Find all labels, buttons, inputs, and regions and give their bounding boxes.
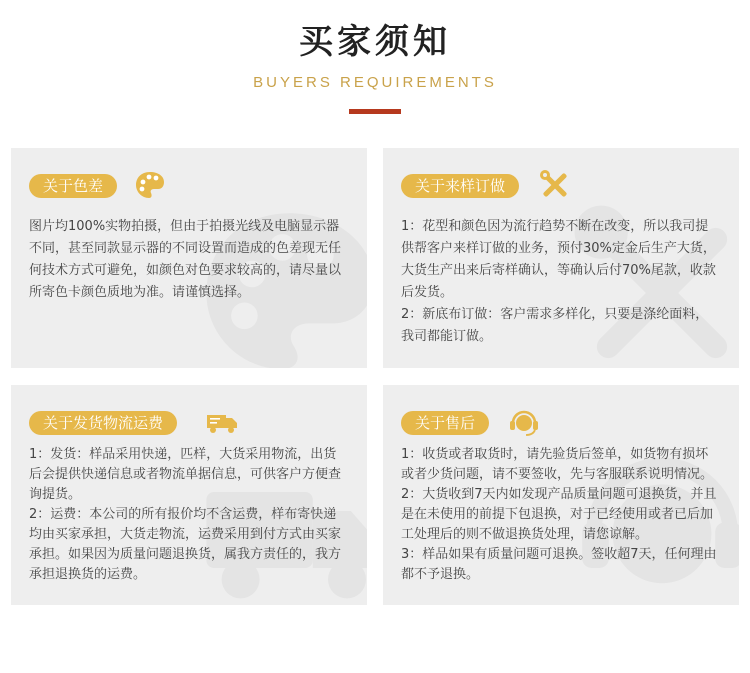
card-text: 1：花型和颜色因为流行趋势不断在改变，所以我司提供帮客户来样订做的业务，预付30%定金后生产大货，大货生产出来后寄样确认，等确认后付70%尾款，收款后发货。 [401, 219, 716, 300]
card-text: 1：发货：样品采用快递，匹样，大货采用物流，出货后会提供快递信息或者物流单据信息，可供客户方便查询提货。 [29, 447, 342, 502]
card-body [29, 445, 349, 585]
card-text: 2：新底布订做：客户需求多样化，只要是涤纶面料，我司都能订做。 [401, 307, 709, 344]
badge-after-sales: 关于售后 [401, 411, 489, 435]
truck-icon [205, 405, 239, 439]
card-shipping [11, 385, 367, 605]
card-body [29, 216, 349, 304]
badge-custom-order: 关于来样订做 [401, 174, 519, 198]
card-body [401, 216, 721, 348]
card-text: 2：大货收到7天内如发现产品质量问题可退换货，并且是在未使用的前提下包退换，对于已经使用或者已后加工处理后的则不做退换货处理，请您谅解。 [401, 487, 717, 542]
card-text: 2：运费：本公司的所有报价均不含运费，样布寄快递均由买家承担，大货走物流，运费采用到付方式由买家承担。如果因为质量问题退换货，属我方责任的，我方承担退换货的运费。 [29, 507, 342, 582]
card-after-sales [383, 385, 739, 605]
card-text: 3：样品如果有质量问题可退换。签收超7天，任何理由都不予退换。 [401, 547, 717, 582]
card-text: 图片均100%实物拍摄，但由于拍摄光线及电脑显示器不同，甚至同款显示器的不同设置而造成的色差现无任何技术方式可避免，如颜色对色要求较高的，请尽量以所寄色卡颜色质地为准。请谨慎选择。 [29, 219, 342, 300]
palette-icon [133, 168, 167, 202]
title-underline [349, 109, 401, 114]
card-custom-order [383, 148, 739, 368]
page-subtitle: BUYERS REQUIREMENTS [253, 74, 497, 91]
card-body [401, 445, 721, 585]
badge-color-difference: 关于色差 [29, 174, 117, 198]
headset-icon [507, 405, 541, 439]
badge-shipping: 关于发货物流运费 [29, 411, 177, 435]
page-title: 买家须知 [299, 22, 451, 62]
tools-icon [538, 168, 572, 202]
card-text: 1：收货或者取货时，请先验货后签单，如货物有损坏或者少货问题，请不要签收，先与客服联系说明情况。 [401, 447, 714, 482]
card-color-difference [11, 148, 367, 368]
